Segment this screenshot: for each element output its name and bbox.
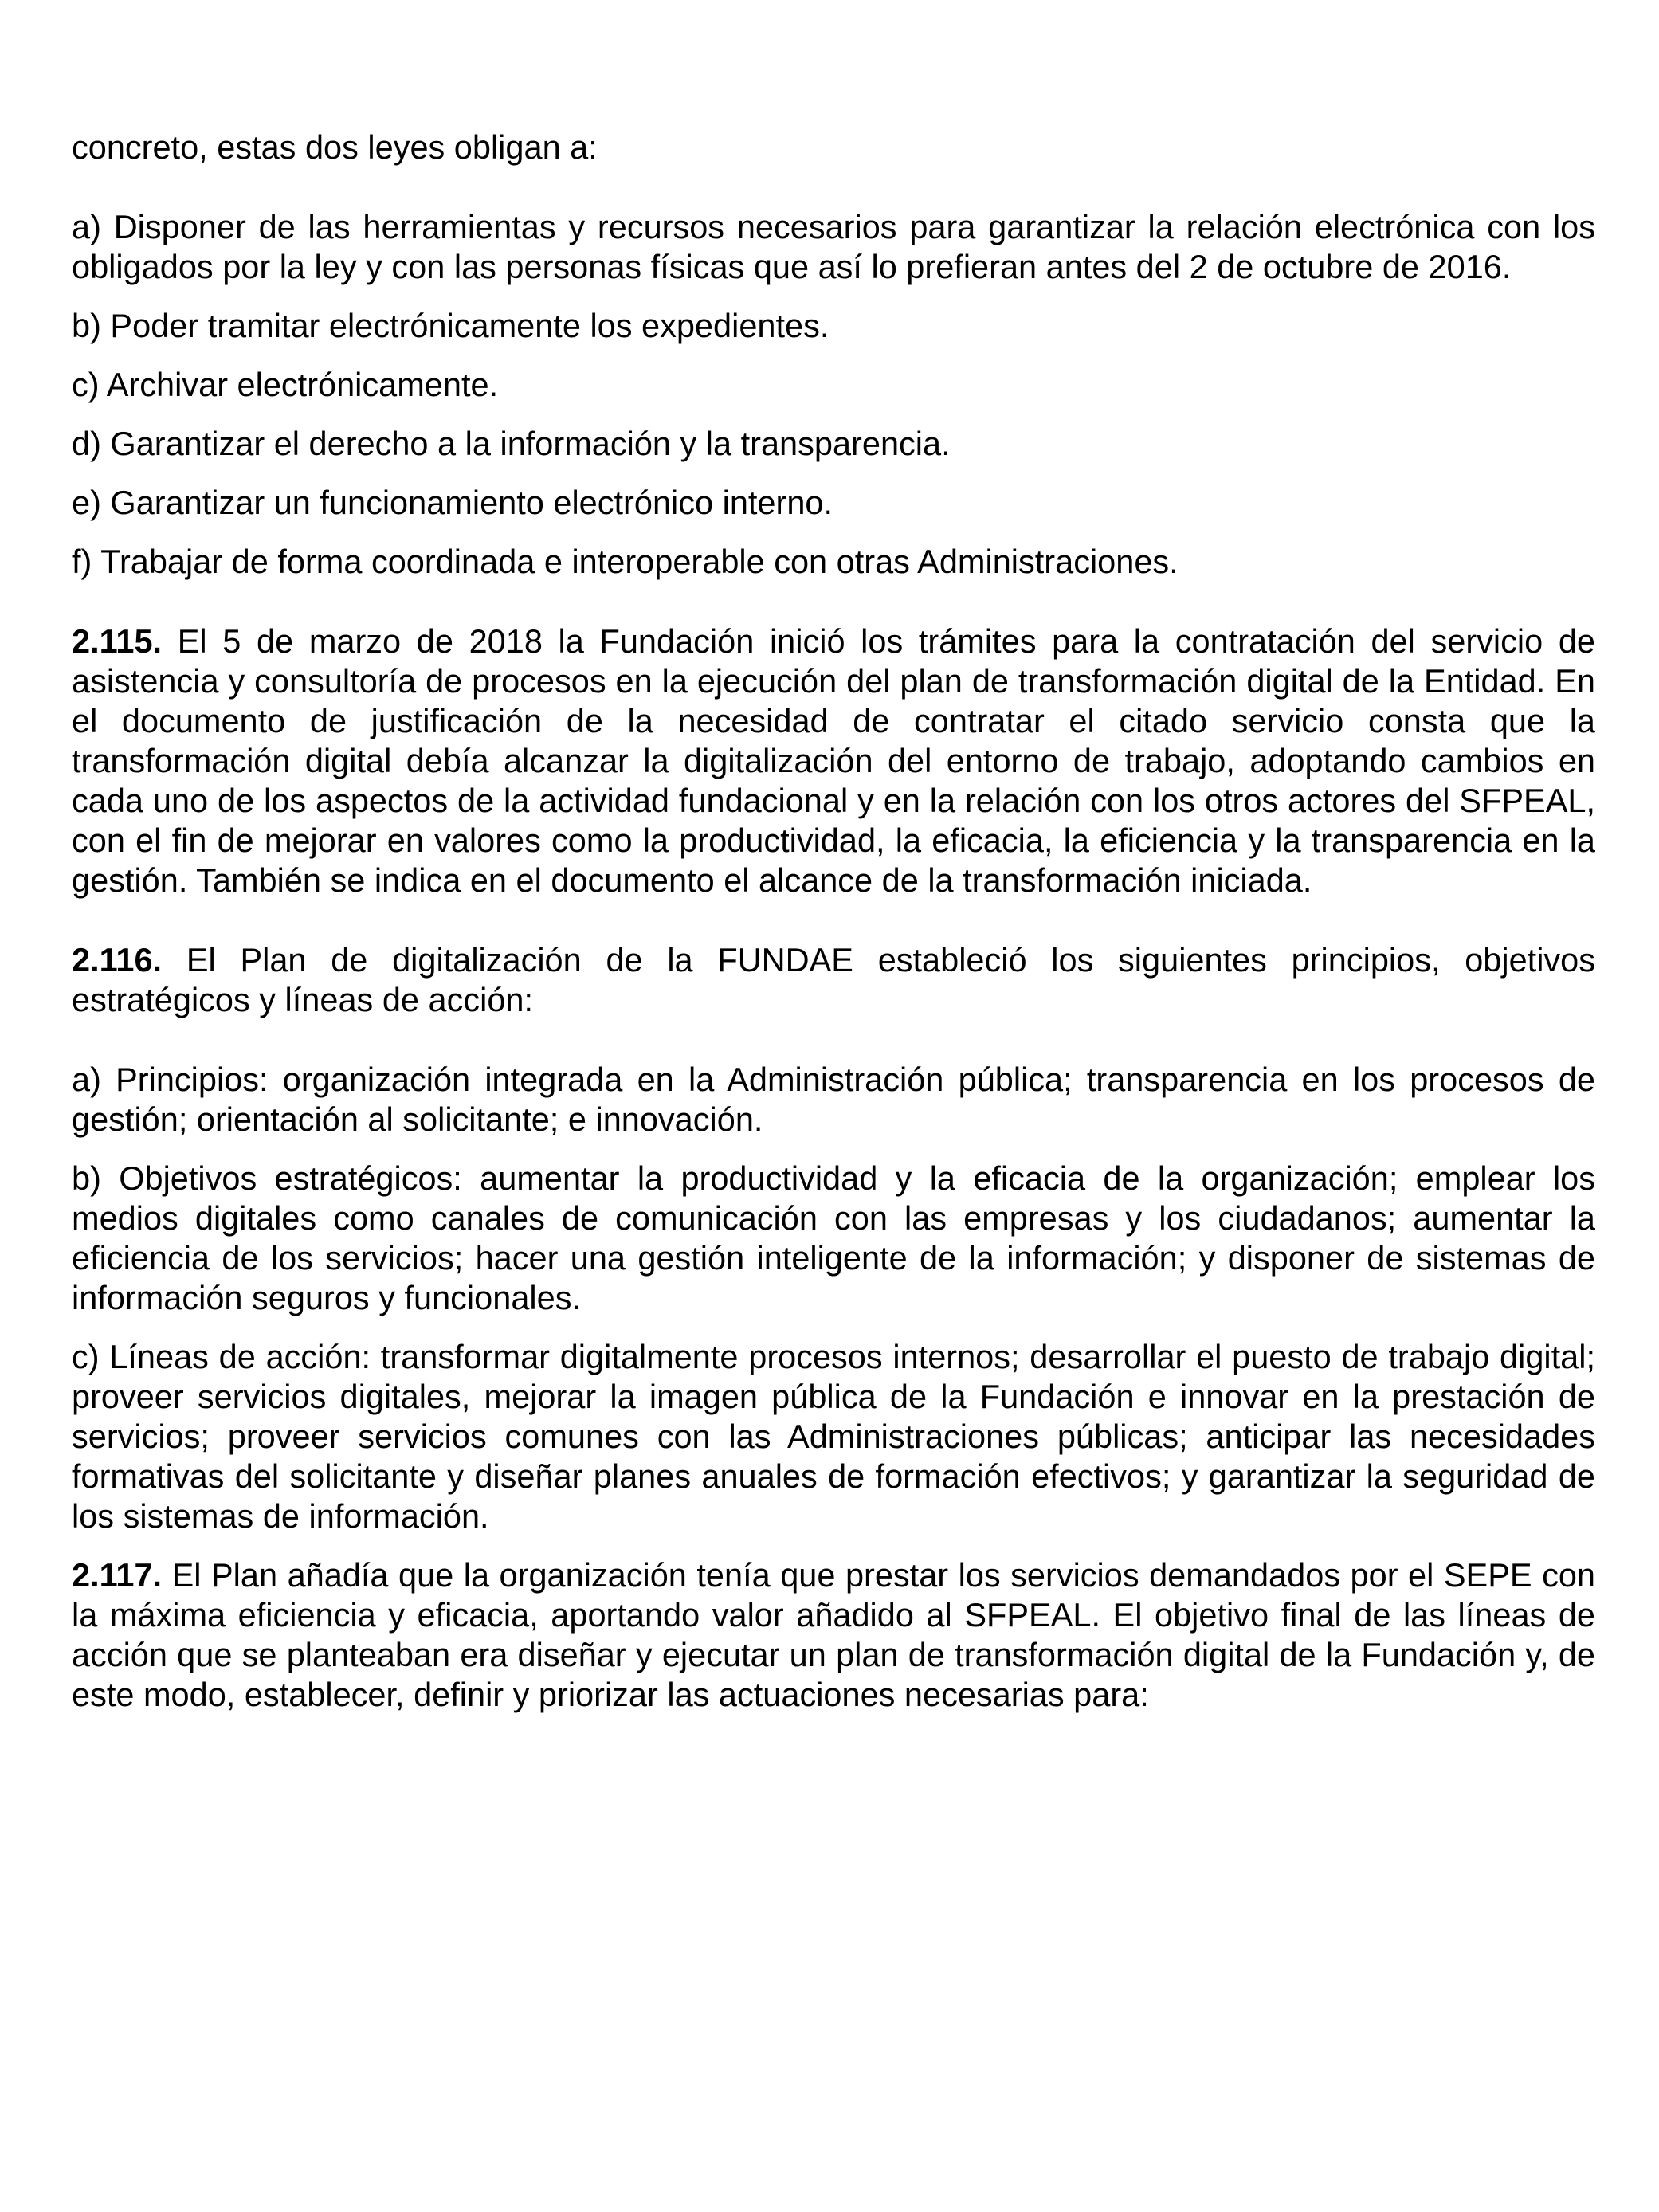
list-item-c: c) Archivar electrónicamente. <box>72 366 499 403</box>
paragraph-body: El Plan de digitalización de la FUNDAE estableció los siguientes principios, objetivos estratégicos y líneas de acción: <box>72 941 1595 1018</box>
intro-text: concreto, estas dos leyes obligan a: <box>72 128 598 166</box>
list-item-objetivos: b) Objetivos estratégicos: aumentar la productividad y la eficacia de la organización; emplear los medios digitales como canales de comunicación con las empresas y los ciudadanos; aumentar la eficiencia de los servicios; hacer una gestión inteligente de la información; y disponer de sistemas de información seguros y funcionales. <box>72 1159 1595 1316</box>
list-item-b: b) Poder tramitar electrónicamente los expedientes. <box>72 307 830 344</box>
list-item-principios: a) Principios: organización integrada en la Administración pública; transparencia en los procesos de gestión; orientación al solicitante; e innovación. <box>72 1061 1595 1138</box>
list-item-a: a) Disponer de las herramientas y recursos necesarios para garantizar la relación electrónica con los obligados por la ley y con las personas físicas que así lo prefieran antes del 2 de octubre de 2016. <box>72 208 1595 285</box>
list-item-lineas: c) Líneas de acción: transformar digitalmente procesos internos; desarrollar el puesto de trabajo digital; proveer servicios digitales, mejorar la imagen pública de la Fundación e innovar en la prestación de servicios; proveer servicios comunes con las Administraciones públicas; anticipar las necesidades formativas del solicitante y diseñar planes anuales de formación efectivos; y garantizar la seguridad de los sistemas de información. <box>72 1338 1595 1535</box>
paragraph-number: 2.116. <box>72 941 163 979</box>
paragraph-number: 2.115. <box>72 622 163 660</box>
paragraph-2-115 <box>72 622 1595 900</box>
list-item-d: d) Garantizar el derecho a la información y la transparencia. <box>72 425 951 462</box>
paragraph-body: El 5 de marzo de 2018 la Fundación inició los trámites para la contratación del servicio de asistencia y consultoría de procesos en la ejecución del plan de transformación digital de la Entidad. En el documento de justificación de la necesidad de contratar el citado servicio consta que la transformación digital debía alcanzar la digitalización del entorno de trabajo, adoptando cambios en cada uno de los aspectos de la actividad fundacional y en la relación con los otros actores del SFPEAL, con el fin de mejorar en valores como la productividad, la eficacia, la eficiencia y la transparencia en la gestión. También se indica en el documento el alcance de la transformación iniciada. <box>72 622 1595 899</box>
document-page <box>72 127 1595 1715</box>
list-item-e: e) Garantizar un funcionamiento electrónico interno. <box>72 484 833 521</box>
paragraph-2-117 <box>72 1555 1595 1715</box>
paragraph-number: 2.117. <box>72 1556 163 1594</box>
paragraph-2-116 <box>72 940 1595 1020</box>
list-item-f: f) Trabajar de forma coordinada e interoperable con otras Administraciones. <box>72 543 1179 580</box>
paragraph-body: El Plan añadía que la organización tenía que prestar los servicios demandados por el SEPE con la máxima eficiencia y eficacia, aportando valor añadido al SFPEAL. El objetivo final de las líneas de acción que se planteaban era diseñar y ejecutar un plan de transformación digital de la Fundación y, de este modo, establecer, definir y priorizar las actuaciones necesarias para: <box>72 1556 1595 1713</box>
